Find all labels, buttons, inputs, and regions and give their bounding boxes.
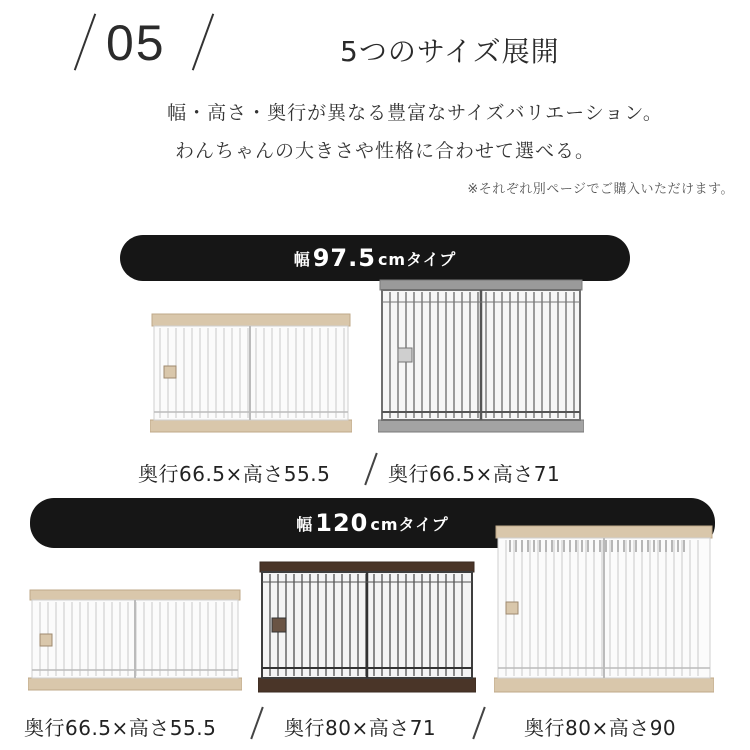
description-line-2: わんちゃんの大きさや性格に合わせて選べる。 <box>174 140 595 162</box>
slash-decoration <box>250 707 264 740</box>
slash-decoration <box>364 453 378 486</box>
feature-title: 5つのサイズ展開 <box>340 35 560 68</box>
size-caption: 奥行66.5×高さ71 <box>388 462 561 486</box>
size-caption: 奥行80×高さ90 <box>524 716 677 740</box>
width-prefix: 幅 <box>296 514 314 534</box>
slash-decoration <box>472 707 486 740</box>
cage-image-gray-tall <box>378 278 584 434</box>
section-number-text: 05 <box>106 15 166 71</box>
section-number <box>78 12 218 76</box>
width-value: 97.5 <box>312 244 376 272</box>
cage-image-white-small <box>150 312 352 434</box>
width-unit: cmタイプ <box>377 249 457 269</box>
width-97-label <box>120 235 630 281</box>
purchase-note: ※それぞれ別ページでご購入いただけます。 <box>467 182 734 197</box>
cage-image-white-tall <box>494 524 714 694</box>
slash-decoration <box>74 13 96 70</box>
size-caption: 奥行80×高さ71 <box>284 716 437 740</box>
cage-image-dark-brown <box>258 560 476 694</box>
size-caption: 奥行66.5×高さ55.5 <box>24 716 217 740</box>
cage-image-white-small-wide <box>28 588 242 692</box>
width-unit: cmタイプ <box>370 514 449 534</box>
width-value: 120 <box>315 509 369 537</box>
width-prefix: 幅 <box>293 249 311 269</box>
size-caption: 奥行66.5×高さ55.5 <box>138 462 331 486</box>
slash-decoration <box>192 13 214 70</box>
description-line-1: 幅・高さ・奥行が異なる豊富なサイズバリエーション。 <box>167 102 663 124</box>
